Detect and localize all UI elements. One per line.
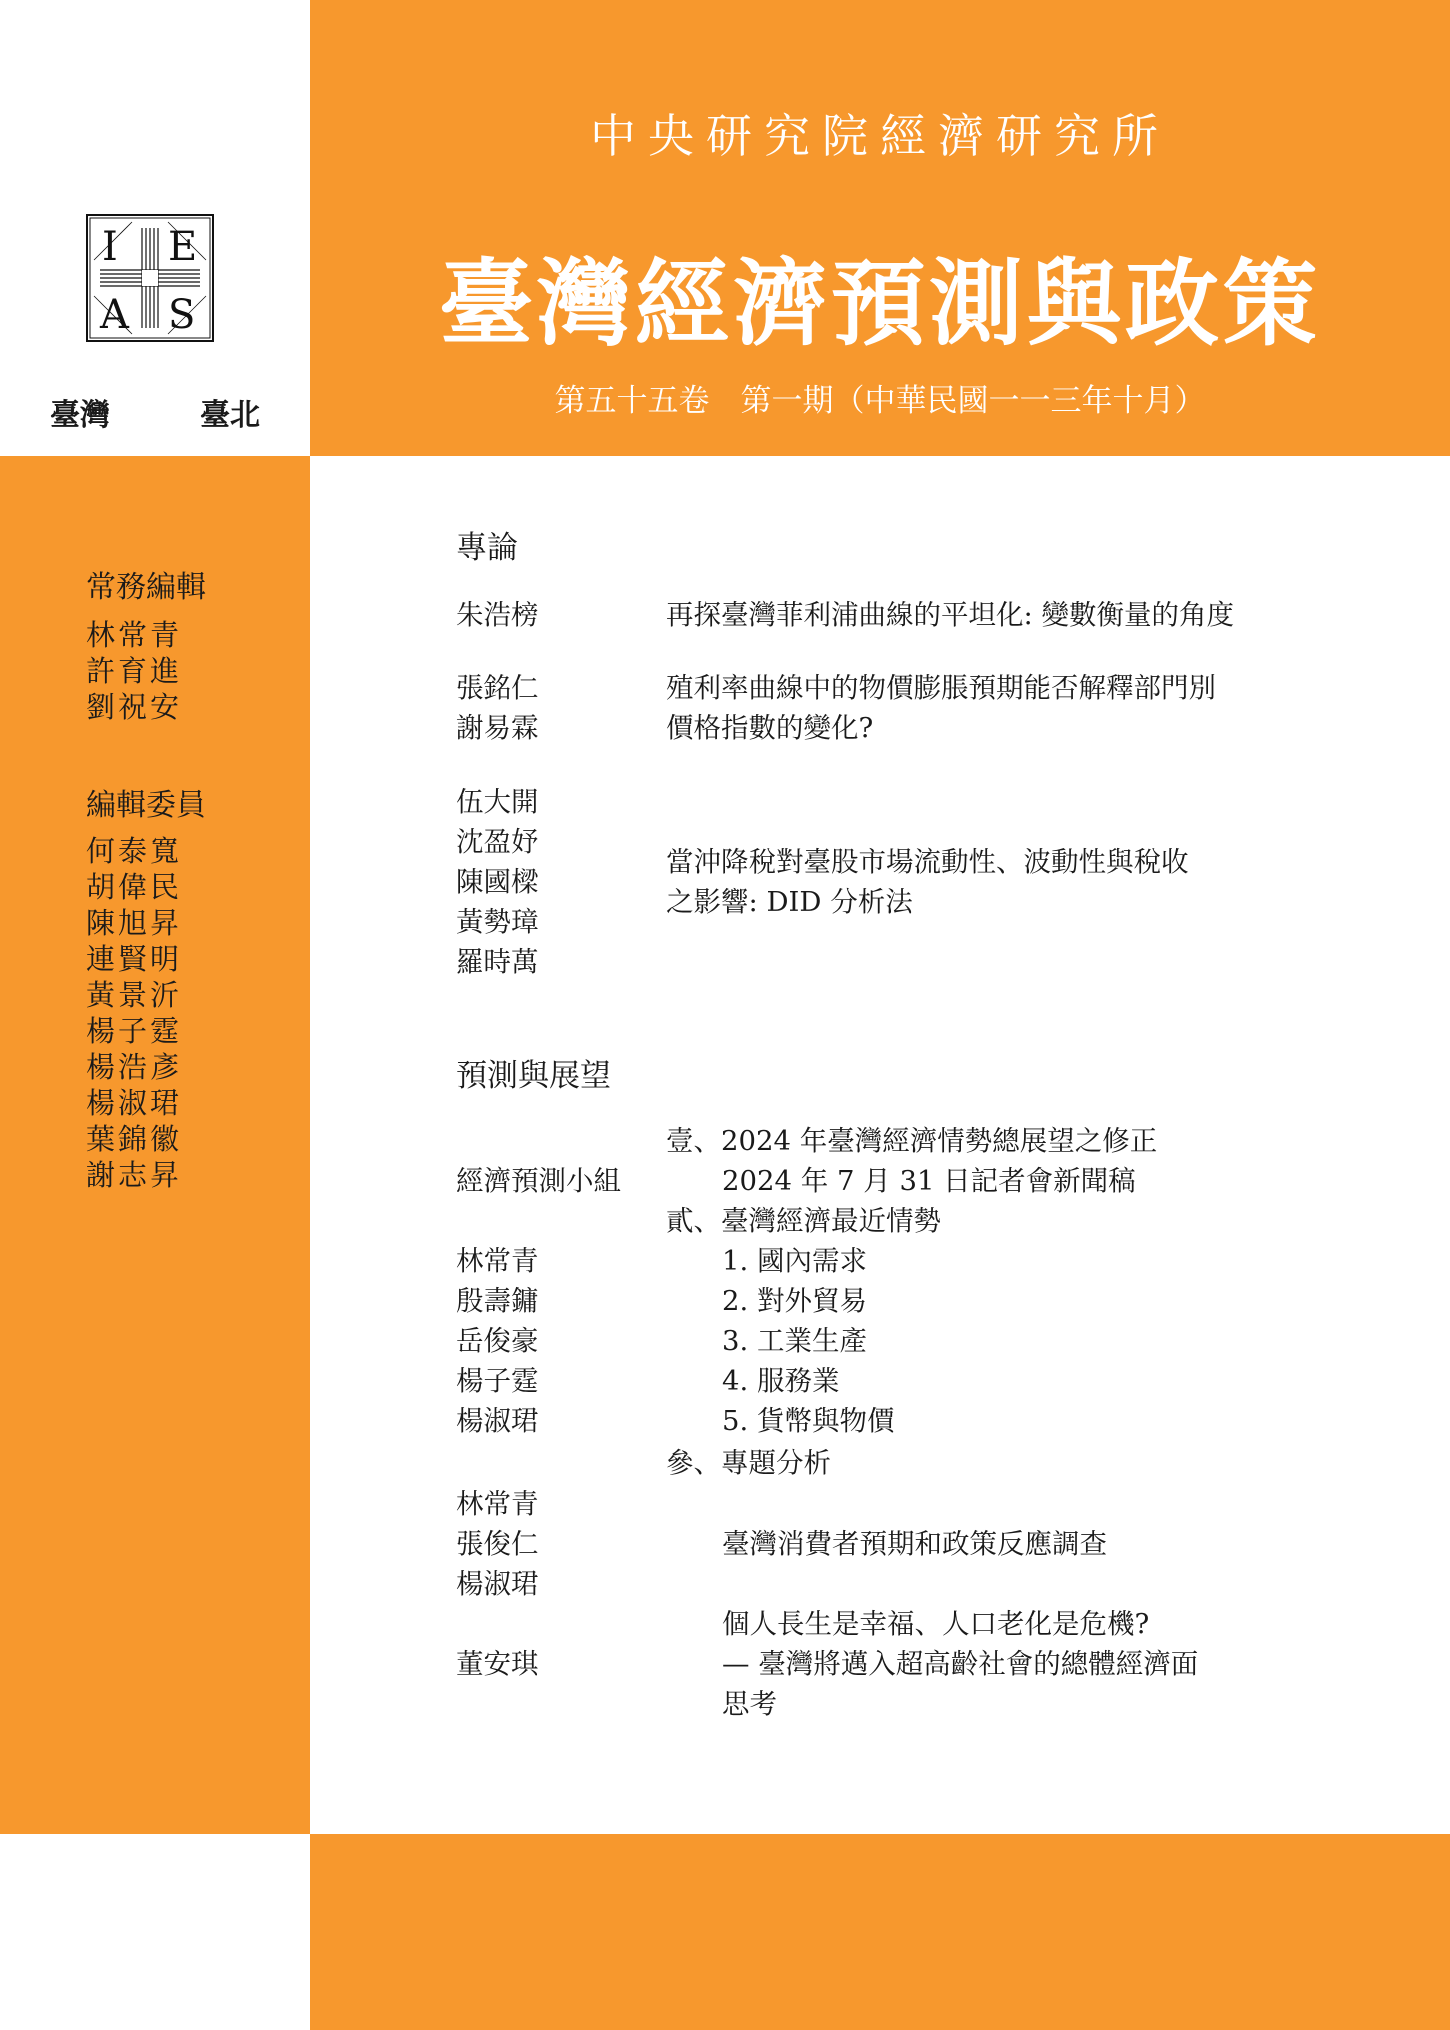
title-line: 個人長生是幸福、人口老化是危機? (722, 1608, 1150, 1640)
forecast-item-3a-title: 臺灣消費者預期和政策反應調查 (722, 1528, 1107, 1560)
title-line: 當沖降稅對臺股市場流動性、波動性與稅收 (666, 846, 1189, 878)
institute-name: 中央研究院經濟研究所 (590, 109, 1170, 163)
author-name: 岳俊豪 (456, 1325, 539, 1357)
article-1-title: 再探臺灣菲利浦曲線的平坦化: 變數衡量的角度 (666, 599, 1235, 631)
article-2-title (666, 668, 1216, 748)
author-name: 楊淑珺 (456, 1568, 539, 1600)
forecast-item-3a-authors (456, 1484, 539, 1604)
managing-editor-heading: 常務編輯 (86, 570, 206, 605)
forecast-item-1-sub: 2024 年 7 月 31 日記者會新聞稿 (722, 1165, 1136, 1197)
forecast-item-1-title: 壹、2024 年臺灣經濟情勢總展望之修正 (666, 1125, 1158, 1157)
author-name: 陳國樑 (456, 866, 539, 898)
logo-letter-a: A (100, 292, 129, 338)
author-name: 黃勢璋 (456, 906, 539, 938)
logo-letter-e: E (168, 224, 198, 270)
list-item: 黃景沂 (86, 978, 183, 1012)
list-item: 胡偉民 (86, 870, 183, 904)
list-item: 連賢明 (86, 942, 183, 976)
author-name: 張俊仁 (456, 1528, 539, 1560)
journal-title: 臺灣經濟預測與政策 (438, 249, 1321, 359)
articles-section-heading: 專論 (456, 530, 518, 566)
forecast-section-heading: 預測與展望 (456, 1058, 611, 1094)
list-item: 劉祝安 (86, 690, 183, 724)
author-name: 伍大開 (456, 786, 539, 818)
forecast-item-2-title: 貳、臺灣經濟最近情勢 (666, 1205, 941, 1237)
place-left: 臺灣 (50, 398, 110, 433)
author-name: 謝易霖 (456, 712, 539, 744)
list-item: 葉錦徽 (86, 1122, 183, 1156)
list-item: 3. 工業生產 (722, 1325, 867, 1357)
title-line: 思考 (722, 1688, 777, 1720)
place-right: 臺北 (200, 398, 260, 433)
article-3-authors (456, 782, 539, 982)
author-name: 沈盈妤 (456, 826, 539, 858)
author-name: 林常青 (456, 1488, 539, 1520)
list-item: 2. 對外貿易 (722, 1285, 867, 1317)
forecast-item-3-title: 參、專題分析 (666, 1447, 831, 1479)
logo-letter-i: I (102, 224, 118, 270)
article-2-authors (456, 668, 539, 748)
forecast-item-1-author: 經濟預測小組 (456, 1165, 621, 1197)
place-line (50, 390, 260, 434)
list-item: 謝志昇 (86, 1158, 183, 1192)
issue-info: 第五十五卷 第一期（中華民國一一三年十月） (554, 383, 1206, 419)
author-name: 殷壽鏞 (456, 1285, 539, 1317)
list-item: 何泰寬 (86, 834, 183, 868)
footer-band (310, 1834, 1450, 2030)
list-item: 楊浩彥 (86, 1050, 183, 1084)
list-item: 陳旭昇 (86, 906, 183, 940)
list-item: 林常青 (86, 618, 183, 652)
forecast-item-2-authors (456, 1241, 539, 1441)
author-name: 楊淑珺 (456, 1405, 539, 1437)
author-name: 林常青 (456, 1245, 539, 1277)
editorial-board-heading: 編輯委員 (86, 788, 206, 823)
forecast-item-2-list (722, 1241, 894, 1441)
title-line: 之影響: DID 分析法 (666, 886, 913, 918)
list-item: 5. 貨幣與物價 (722, 1405, 895, 1437)
managing-editor-list (86, 617, 182, 725)
list-item: 許育進 (86, 654, 183, 688)
list-item: 楊淑珺 (86, 1086, 183, 1120)
list-item: 1. 國內需求 (722, 1245, 867, 1277)
logo-letter-s: S (168, 292, 196, 338)
forecast-item-3b-title (722, 1604, 1198, 1724)
article-1-authors: 朱浩榜 (456, 599, 539, 631)
author-name: 羅時萬 (456, 946, 539, 978)
article-3-title (666, 842, 1189, 922)
title-line: 殖利率曲線中的物價膨脹預期能否解釋部門別 (666, 672, 1216, 704)
ieas-logo-icon (86, 214, 214, 342)
author-name: 張銘仁 (456, 672, 539, 704)
title-line: 價格指數的變化? (666, 712, 874, 744)
forecast-item-3b-author: 董安琪 (456, 1648, 539, 1680)
title-line: — 臺灣將邁入超高齡社會的總體經濟面 (722, 1648, 1199, 1680)
author-name: 楊子霆 (456, 1365, 539, 1397)
list-item: 楊子霆 (86, 1014, 183, 1048)
editorial-board-list (86, 833, 182, 1193)
list-item: 4. 服務業 (722, 1365, 840, 1397)
